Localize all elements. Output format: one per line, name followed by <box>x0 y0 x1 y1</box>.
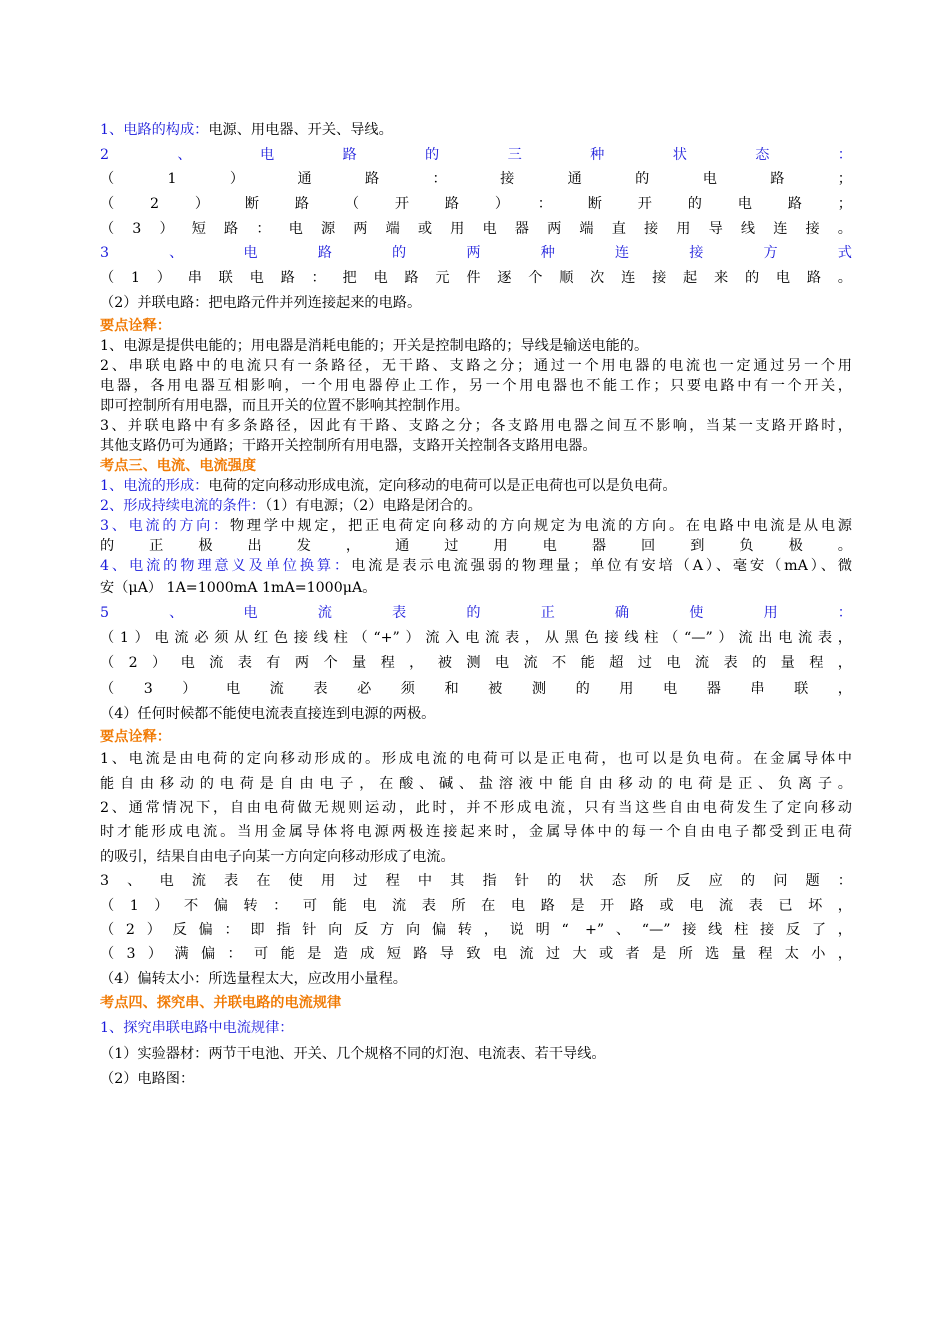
text-span: 2、形成持续电流的条件： <box>100 497 266 514</box>
text-span: （2）反偏：即指针向反方向偏转，说明“ +”、“—”接线柱接反了， <box>100 922 852 939</box>
text-line <box>100 143 852 168</box>
text-span: 5、电流表的正确使用： <box>100 604 852 621</box>
text-span: 1、探究串联电路中电流规律： <box>100 1020 294 1037</box>
text-line <box>100 266 852 291</box>
text-span: 3、并联电路中有多条路径，因此有干路、支路之分；各支路用电器之间互不影响，当某一支路开路时， <box>100 417 852 434</box>
text-span: 4、电流的物理意义及单位换算： <box>100 557 352 574</box>
text-line <box>100 869 852 893</box>
text-span: （1）电流必须从红色接线柱（“+”）流入电流表，从黑色接线柱（“—”）流出电流表， <box>100 630 852 647</box>
text-span: 2、通常情况下，自由电荷做无规则运动，此时，并不形成电流，只有当这些自由电荷发生了定向移动 <box>100 800 852 817</box>
text-line <box>100 601 852 626</box>
text-line <box>100 416 852 436</box>
text-line <box>100 626 852 651</box>
text-span: 要点诠释： <box>100 729 171 746</box>
document-body <box>100 118 852 1092</box>
text-line <box>100 167 852 192</box>
text-line <box>100 396 852 416</box>
text-line <box>100 942 852 966</box>
text-span: 3、电流表在使用过程中其指针的状态所反应的问题： <box>100 873 852 890</box>
text-span: （1）实验器材：两节干电池、开关、几个规格不同的灯泡、电流表、若干导线。 <box>100 1045 606 1062</box>
text-span: （3）短路：电源两端或用电器两端直接用导线连接。 <box>100 220 852 237</box>
text-span: 能自由移动的电荷是自由电子，在酸、碱、盐溶液中能自由移动的电荷是正、负离子。 <box>100 775 852 792</box>
text-span: （1）有电源；（2）电路是闭合的。 <box>265 497 482 514</box>
text-line <box>100 702 852 727</box>
text-span: 3、电流的方向： <box>100 517 230 534</box>
text-span: 的吸引，结果自由电子向某一方向定向移动形成了电流。 <box>100 848 455 865</box>
text-span: 1、电流的形成： <box>100 477 209 494</box>
text-line <box>100 118 852 143</box>
text-line <box>100 336 852 356</box>
text-line <box>100 820 852 844</box>
text-line <box>100 651 852 676</box>
text-span: 2、串联电路中的电流只有一条路径，无干路、支路之分；通过一个用电器的电流也一定通过另一个用 <box>100 357 852 374</box>
text-span: 电流是表示电流强弱的物理量；单位有安培（A）、毫安（mA）、微 <box>351 557 852 574</box>
text-span: 电源、用电器、开关、导线。 <box>208 122 393 138</box>
text-span: 电荷的定向移动形成电流，定向移动的电荷可以是正电荷也可以是负电荷。 <box>208 477 677 494</box>
text-line <box>100 894 852 918</box>
text-line <box>100 1016 852 1041</box>
text-span: 3、电路的两种连接方式 <box>100 245 852 262</box>
text-span: 2、电路的三种状态： <box>100 146 852 163</box>
text-span: （1）通路：接通的电路； <box>100 171 852 188</box>
text-span: 安（μA） 1A=1000mA 1mA=1000μA。 <box>100 579 377 596</box>
text-line <box>100 217 852 242</box>
text-line <box>100 316 852 336</box>
text-line <box>100 991 852 1016</box>
text-line <box>100 747 852 771</box>
text-line <box>100 456 852 476</box>
text-line <box>100 1067 852 1092</box>
text-line <box>100 291 852 316</box>
text-line <box>100 727 852 747</box>
text-span: 的正极出发，通过用电器回到负极。 <box>100 537 852 554</box>
text-line <box>100 918 852 942</box>
text-span: （1）不偏转：可能电流表所在电路是开路或电流表已坏， <box>100 897 852 914</box>
text-span: 物理学中规定，把正电荷定向移动的方向规定为电流的方向。在电路中电流是从电源 <box>229 517 852 534</box>
text-span: （2）电路图： <box>100 1071 195 1088</box>
text-span: 1、电流是由电荷的定向移动形成的。形成电流的电荷可以是正电荷，也可以是负电荷。在金属导体中 <box>100 751 852 768</box>
text-span: 即可控制所有用电器，而且开关的位置不影响其控制作用。 <box>100 397 469 414</box>
text-line <box>100 967 852 991</box>
text-span: （3）电流表必须和被测的用电器串联， <box>100 680 852 697</box>
text-line <box>100 241 852 266</box>
text-span: 考点四、探究串、并联电路的电流规律 <box>100 995 342 1012</box>
text-span: （2）断路（开路）：断开的电路； <box>100 196 852 213</box>
text-span: 考点三、电流、电流强度 <box>100 457 257 474</box>
text-line <box>100 1042 852 1067</box>
text-span: （3）满偏：可能是造成短路导致电流过大或者是所选量程太小， <box>100 946 852 963</box>
text-line <box>100 356 852 376</box>
text-line <box>100 476 852 496</box>
text-span: 1、电路的构成： <box>100 122 209 138</box>
text-span: 时才能形成电流。当用金属导体将电源两极连接起来时，金属导体中的每一个自由电子都受到正电荷 <box>100 824 852 841</box>
text-line <box>100 845 852 869</box>
text-line <box>100 436 852 456</box>
text-line <box>100 376 852 396</box>
text-span: （2）并联电路：把电路元件并列连接起来的电路。 <box>100 294 422 311</box>
text-line <box>100 496 852 516</box>
text-span: 其他支路仍可为通路；干路开关控制所有用电器，支路开关控制各支路用电器。 <box>100 437 597 454</box>
text-line <box>100 192 852 217</box>
text-line <box>100 516 852 536</box>
text-span: （2）电流表有两个量程，被测电流不能超过电流表的量程， <box>100 655 852 672</box>
text-span: 要点诠释： <box>100 317 171 334</box>
text-span: （4）偏转太小：所选量程太大，应改用小量程。 <box>100 970 407 987</box>
text-line <box>100 536 852 556</box>
text-line <box>100 677 852 702</box>
text-span: 1、电源是提供电能的；用电器是消耗电能的；开关是控制电路的；导线是输送电能的。 <box>100 337 649 354</box>
text-span: 电器，各用电器互相影响，一个用电器停止工作，另一个用电器也不能工作；只要电路中有一个开关， <box>100 377 852 394</box>
text-span: （4）任何时候都不能使电流表直接连到电源的两极。 <box>100 705 436 722</box>
text-span: （1）串联电路：把电路元件逐个顺次连接起来的电路。 <box>100 270 852 287</box>
text-line <box>100 796 852 820</box>
text-line <box>100 576 852 601</box>
text-line <box>100 556 852 576</box>
text-line <box>100 772 852 796</box>
